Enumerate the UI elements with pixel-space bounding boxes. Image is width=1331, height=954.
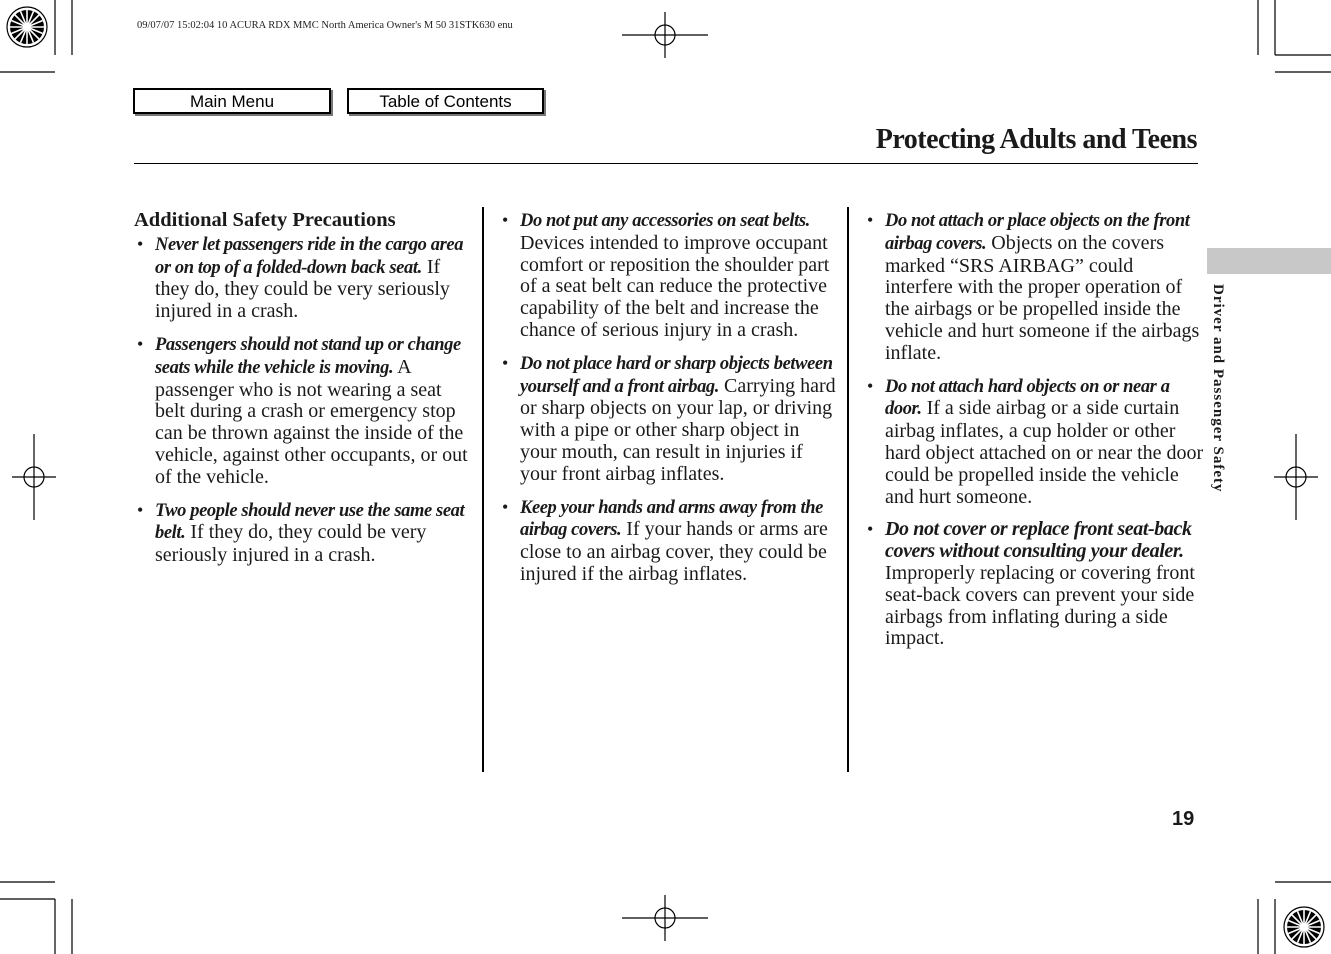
precaution-item <box>864 376 1204 509</box>
column-1 <box>134 210 474 578</box>
column-divider <box>847 207 849 772</box>
precaution-item <box>134 234 474 323</box>
precaution-item <box>499 210 839 342</box>
precaution-text: Improperly replacing or covering front seat-back covers can prevent your side airbags from inflating during a side impact. <box>885 561 1195 650</box>
precaution-list <box>134 234 474 567</box>
page-title: Protecting Adults and Teens <box>875 124 1197 155</box>
bullet-icon: • <box>137 499 144 520</box>
precaution-lead: Keep your hands and arms away from the airbag covers. <box>520 497 823 541</box>
precaution-text: If your hands or arms are close to an airbag cover, they could be injured if the airbag inflates. <box>520 518 828 585</box>
precaution-list <box>864 210 1204 650</box>
column-divider <box>482 207 484 772</box>
main-menu-button[interactable]: Main Menu <box>133 88 331 114</box>
precaution-lead: Do not cover or replace front seat-back covers without consulting your dealer. <box>885 518 1192 563</box>
precaution-item <box>134 334 474 489</box>
precaution-lead: Do not attach or place objects on the front airbag covers. <box>885 211 1190 254</box>
bullet-icon: • <box>502 352 509 373</box>
precaution-lead: Two people should never use the same seat belt. <box>155 500 465 544</box>
precaution-item <box>134 500 474 567</box>
precaution-lead: Do not attach hard objects on or near a door. <box>885 376 1170 420</box>
precaution-lead: Do not place hard or sharp objects between yourself and a front airbag. <box>520 353 833 397</box>
bullet-icon: • <box>867 375 874 396</box>
precaution-lead: Never let passengers ride in the cargo area or on top of a folded-down back seat. <box>155 234 464 278</box>
section-tab-marker <box>1207 248 1331 274</box>
precaution-list <box>499 210 839 586</box>
precaution-text: Devices intended to improve occupant comfort or reposition the shoulder part of a seat belt can reduce the protective capability of the belt and increase the chance of serious injury in a crash. <box>520 231 830 341</box>
section-tab-label: Driver and Passenger Safety <box>1210 284 1226 493</box>
title-divider <box>134 163 1198 164</box>
precaution-text: If they do, they could be very seriously injured in a crash. <box>155 521 427 567</box>
page-number: 19 <box>1172 808 1195 830</box>
precaution-lead: Do not put any accessories on seat belts. <box>520 211 810 231</box>
precaution-item <box>499 497 839 586</box>
bullet-icon: • <box>502 496 509 517</box>
precaution-text: A passenger who is not wearing a seat belt during a crash or emergency stop can be thrown against the inside of the vehicle, against other occupants, or out of the vehicle. <box>155 355 468 488</box>
print-slug: 09/07/07 15:02:04 10 ACURA RDX MMC North America Owner's M 50 31STK630 enu <box>137 20 513 31</box>
precaution-item <box>864 210 1204 365</box>
precaution-text: Objects on the covers marked “SRS AIRBAG” could interfere with the proper operation of the airbags or be propelled inside the vehicle and hurt someone if the airbags inflate. <box>885 231 1200 364</box>
column-2 <box>499 210 839 597</box>
bullet-icon: • <box>502 210 509 230</box>
section-heading: Additional Safety Precautions <box>134 209 396 231</box>
precaution-item <box>499 353 839 486</box>
table-of-contents-button[interactable]: Table of Contents <box>347 88 544 114</box>
column-3 <box>864 210 1204 661</box>
bullet-icon: • <box>137 333 144 354</box>
bullet-icon: • <box>867 210 874 230</box>
precaution-text: If they do, they could be very seriously injured in a crash. <box>155 255 450 323</box>
bullet-icon: • <box>867 519 874 540</box>
precaution-lead: Passengers should not stand up or change seats while the vehicle is moving. <box>155 334 461 378</box>
precaution-item <box>864 519 1204 650</box>
precaution-text: If a side airbag or a side curtain airbag inflates, a cup holder or other hard object attached on or near the door could be propelled inside the vehicle and hurt someone. <box>885 397 1204 508</box>
bullet-icon: • <box>137 233 144 254</box>
precaution-text: Carrying hard or sharp objects on your lap, or driving with a pipe or other sharp object in your mouth, can result in injuries if your front airbag inflates. <box>520 374 836 485</box>
